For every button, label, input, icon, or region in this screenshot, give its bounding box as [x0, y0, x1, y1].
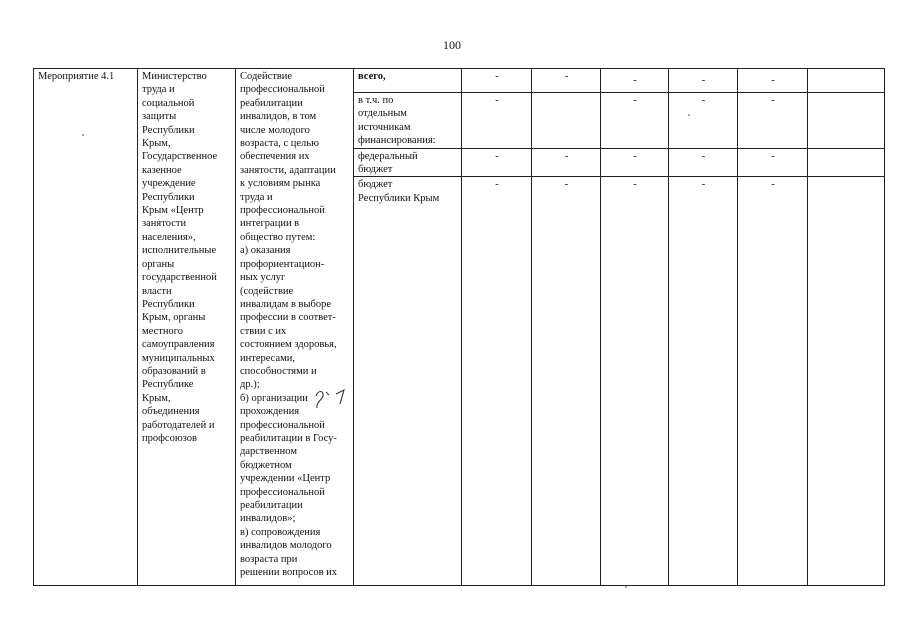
value-text: - [771, 150, 775, 162]
executor-line: самоуправления [142, 339, 215, 351]
value-text: - [495, 150, 499, 162]
description-line: Содействие [240, 71, 293, 82]
description-line: состоянием здоровья, [240, 339, 337, 351]
value-cell [669, 148, 738, 177]
executor-line: Министерство [142, 71, 207, 82]
funding-source-label [358, 70, 458, 83]
executor-line: исполнительные [142, 245, 217, 257]
executor-line: Республике [142, 379, 194, 391]
value-cell [738, 148, 808, 177]
description-line: ных услуг [240, 272, 286, 284]
description-line: профессиональной [240, 205, 325, 217]
executors-cell [138, 69, 236, 586]
executor-line: Республики [142, 298, 195, 310]
executor-line: Республики [142, 191, 195, 203]
value-text: - [564, 71, 569, 82]
funding-source-line: бюджет [358, 179, 393, 191]
description-line: профессиональной [240, 486, 325, 498]
funding-source-line: федеральный [358, 150, 418, 162]
funding-source-line: всего, [358, 71, 386, 82]
description-line: прохождения [240, 406, 300, 418]
description-line: профориентацион- [240, 258, 325, 270]
value-text: - [701, 150, 706, 162]
value-cell [462, 69, 532, 93]
value-cell [669, 177, 738, 586]
value-cell [532, 148, 601, 177]
description-line: реабилитации [240, 97, 303, 109]
funding-source-cell [354, 148, 462, 177]
description-line: труда и [240, 191, 273, 203]
value-cell [462, 177, 532, 586]
funding-source-cell [354, 177, 462, 586]
activity-label-cell [34, 69, 138, 586]
description-line: а) оказания [240, 245, 291, 257]
table-row [34, 69, 885, 93]
value-text: - [564, 179, 569, 191]
description-line: реабилитации [240, 500, 303, 511]
activity-label: Мероприятие 4.1 [38, 71, 115, 82]
value-text: - [701, 75, 706, 86]
executor-line: Государственное [142, 151, 218, 163]
value-cell [669, 69, 738, 93]
funding-source-label [358, 150, 458, 177]
description-line: реабилитации в Госу- [240, 432, 337, 444]
funding-source-line: финансирования: [358, 135, 436, 147]
scan-speck [688, 114, 690, 116]
funding-source-line: отдельным [358, 108, 407, 120]
executor-line: работодателей и [142, 419, 215, 431]
executor-line: Крым, [142, 138, 171, 150]
value-cell [532, 69, 601, 93]
value-text: - [701, 179, 706, 191]
executor-line: защиты [142, 111, 177, 123]
value-text: - [633, 95, 637, 106]
description-line: инвалидов молодого [240, 540, 332, 552]
activity-table [33, 68, 885, 586]
description-line: дарственном [240, 446, 297, 458]
executor-line: труда и [142, 84, 175, 96]
value-text: - [495, 179, 499, 191]
value-text: - [495, 71, 499, 82]
executor-line: казенное [142, 164, 182, 176]
value-cell [808, 148, 885, 177]
executor-line: органы [142, 258, 175, 270]
description-text [240, 70, 350, 579]
value-cell [738, 93, 808, 149]
description-line: в) сопровождения [240, 526, 321, 538]
description-cell [236, 69, 354, 586]
funding-source-label [358, 178, 458, 205]
description-line: др.); [240, 379, 260, 391]
executor-line: объединения [142, 406, 200, 418]
value-cell [532, 177, 601, 586]
description-line: способностями и [240, 365, 317, 377]
executor-line: профсоюзов [142, 432, 197, 444]
scan-speck [82, 134, 84, 136]
executor-line: Республики [142, 124, 195, 136]
value-cell [532, 93, 601, 149]
funding-source-cell [354, 93, 462, 149]
handwritten-mark [312, 386, 352, 414]
executors-text [142, 70, 232, 445]
value-cell [808, 69, 885, 93]
executor-line: власти [142, 285, 172, 297]
value-cell [601, 177, 669, 586]
value-text: - [771, 179, 775, 191]
value-cell [601, 148, 669, 177]
value-cell [601, 93, 669, 149]
funding-source-line: Республики Крым [358, 192, 440, 204]
funding-source-cell [354, 69, 462, 93]
value-text: - [771, 75, 775, 86]
executor-line: местного [142, 325, 183, 337]
executor-line: Крым «Центр [142, 205, 204, 217]
description-line: инвалидов»; [240, 513, 296, 525]
executor-line: занятости [142, 218, 187, 230]
value-cell [462, 93, 532, 149]
executor-line: государственной [142, 272, 217, 284]
description-line: возраста при [240, 553, 298, 565]
description-line: занятости, адаптации [240, 164, 336, 176]
funding-source-label [358, 94, 458, 148]
description-line: бюджетном [240, 459, 292, 471]
executor-line: населения», [142, 231, 196, 243]
funding-source-line: в т.ч. по [358, 95, 394, 106]
description-line: интеграции в [240, 218, 300, 230]
description-line: инвалидам в выборе [240, 298, 332, 310]
funding-source-line: бюджет [358, 164, 393, 176]
description-line: инвалидов, в том [240, 111, 317, 123]
executor-line: Крым, органы [142, 312, 206, 324]
description-line: б) организации [240, 392, 308, 404]
value-cell [738, 69, 808, 93]
description-line: учреждении «Центр [240, 473, 331, 485]
executor-line: муниципальных [142, 352, 215, 364]
scan-speck [625, 586, 627, 588]
value-cell [808, 177, 885, 586]
value-text: - [771, 95, 775, 106]
value-text: - [495, 95, 499, 106]
description-line: интересами, [240, 352, 295, 364]
value-cell [462, 148, 532, 177]
executor-line: учреждение [142, 178, 196, 190]
executor-line: образований в [142, 365, 206, 377]
funding-source-line: источникам [358, 121, 411, 133]
description-line: к условиям рынка [240, 178, 321, 190]
description-line: числе молодого [240, 124, 310, 136]
value-cell [669, 93, 738, 149]
description-line: возраста, с целью [240, 138, 319, 150]
value-text: - [633, 75, 637, 86]
description-line: общество путем: [240, 231, 316, 243]
description-line: профессии в соответ- [240, 312, 336, 324]
description-line: решении вопросов их [240, 567, 338, 579]
executor-line: социальной [142, 97, 195, 109]
description-line: профессиональной [240, 84, 325, 96]
value-cell [601, 69, 669, 93]
executor-line: Крым, [142, 392, 171, 404]
value-cell [808, 93, 885, 149]
description-line: ствии с их [240, 325, 287, 337]
description-line: (содействие [240, 285, 294, 297]
description-line: обеспечения их [240, 151, 310, 163]
value-text: - [633, 150, 637, 162]
value-text: - [633, 179, 637, 191]
value-cell [738, 177, 808, 586]
page-number: 100 [443, 38, 461, 52]
value-text: - [564, 150, 569, 162]
value-text: - [701, 95, 706, 106]
description-line: профессиональной [240, 419, 325, 431]
